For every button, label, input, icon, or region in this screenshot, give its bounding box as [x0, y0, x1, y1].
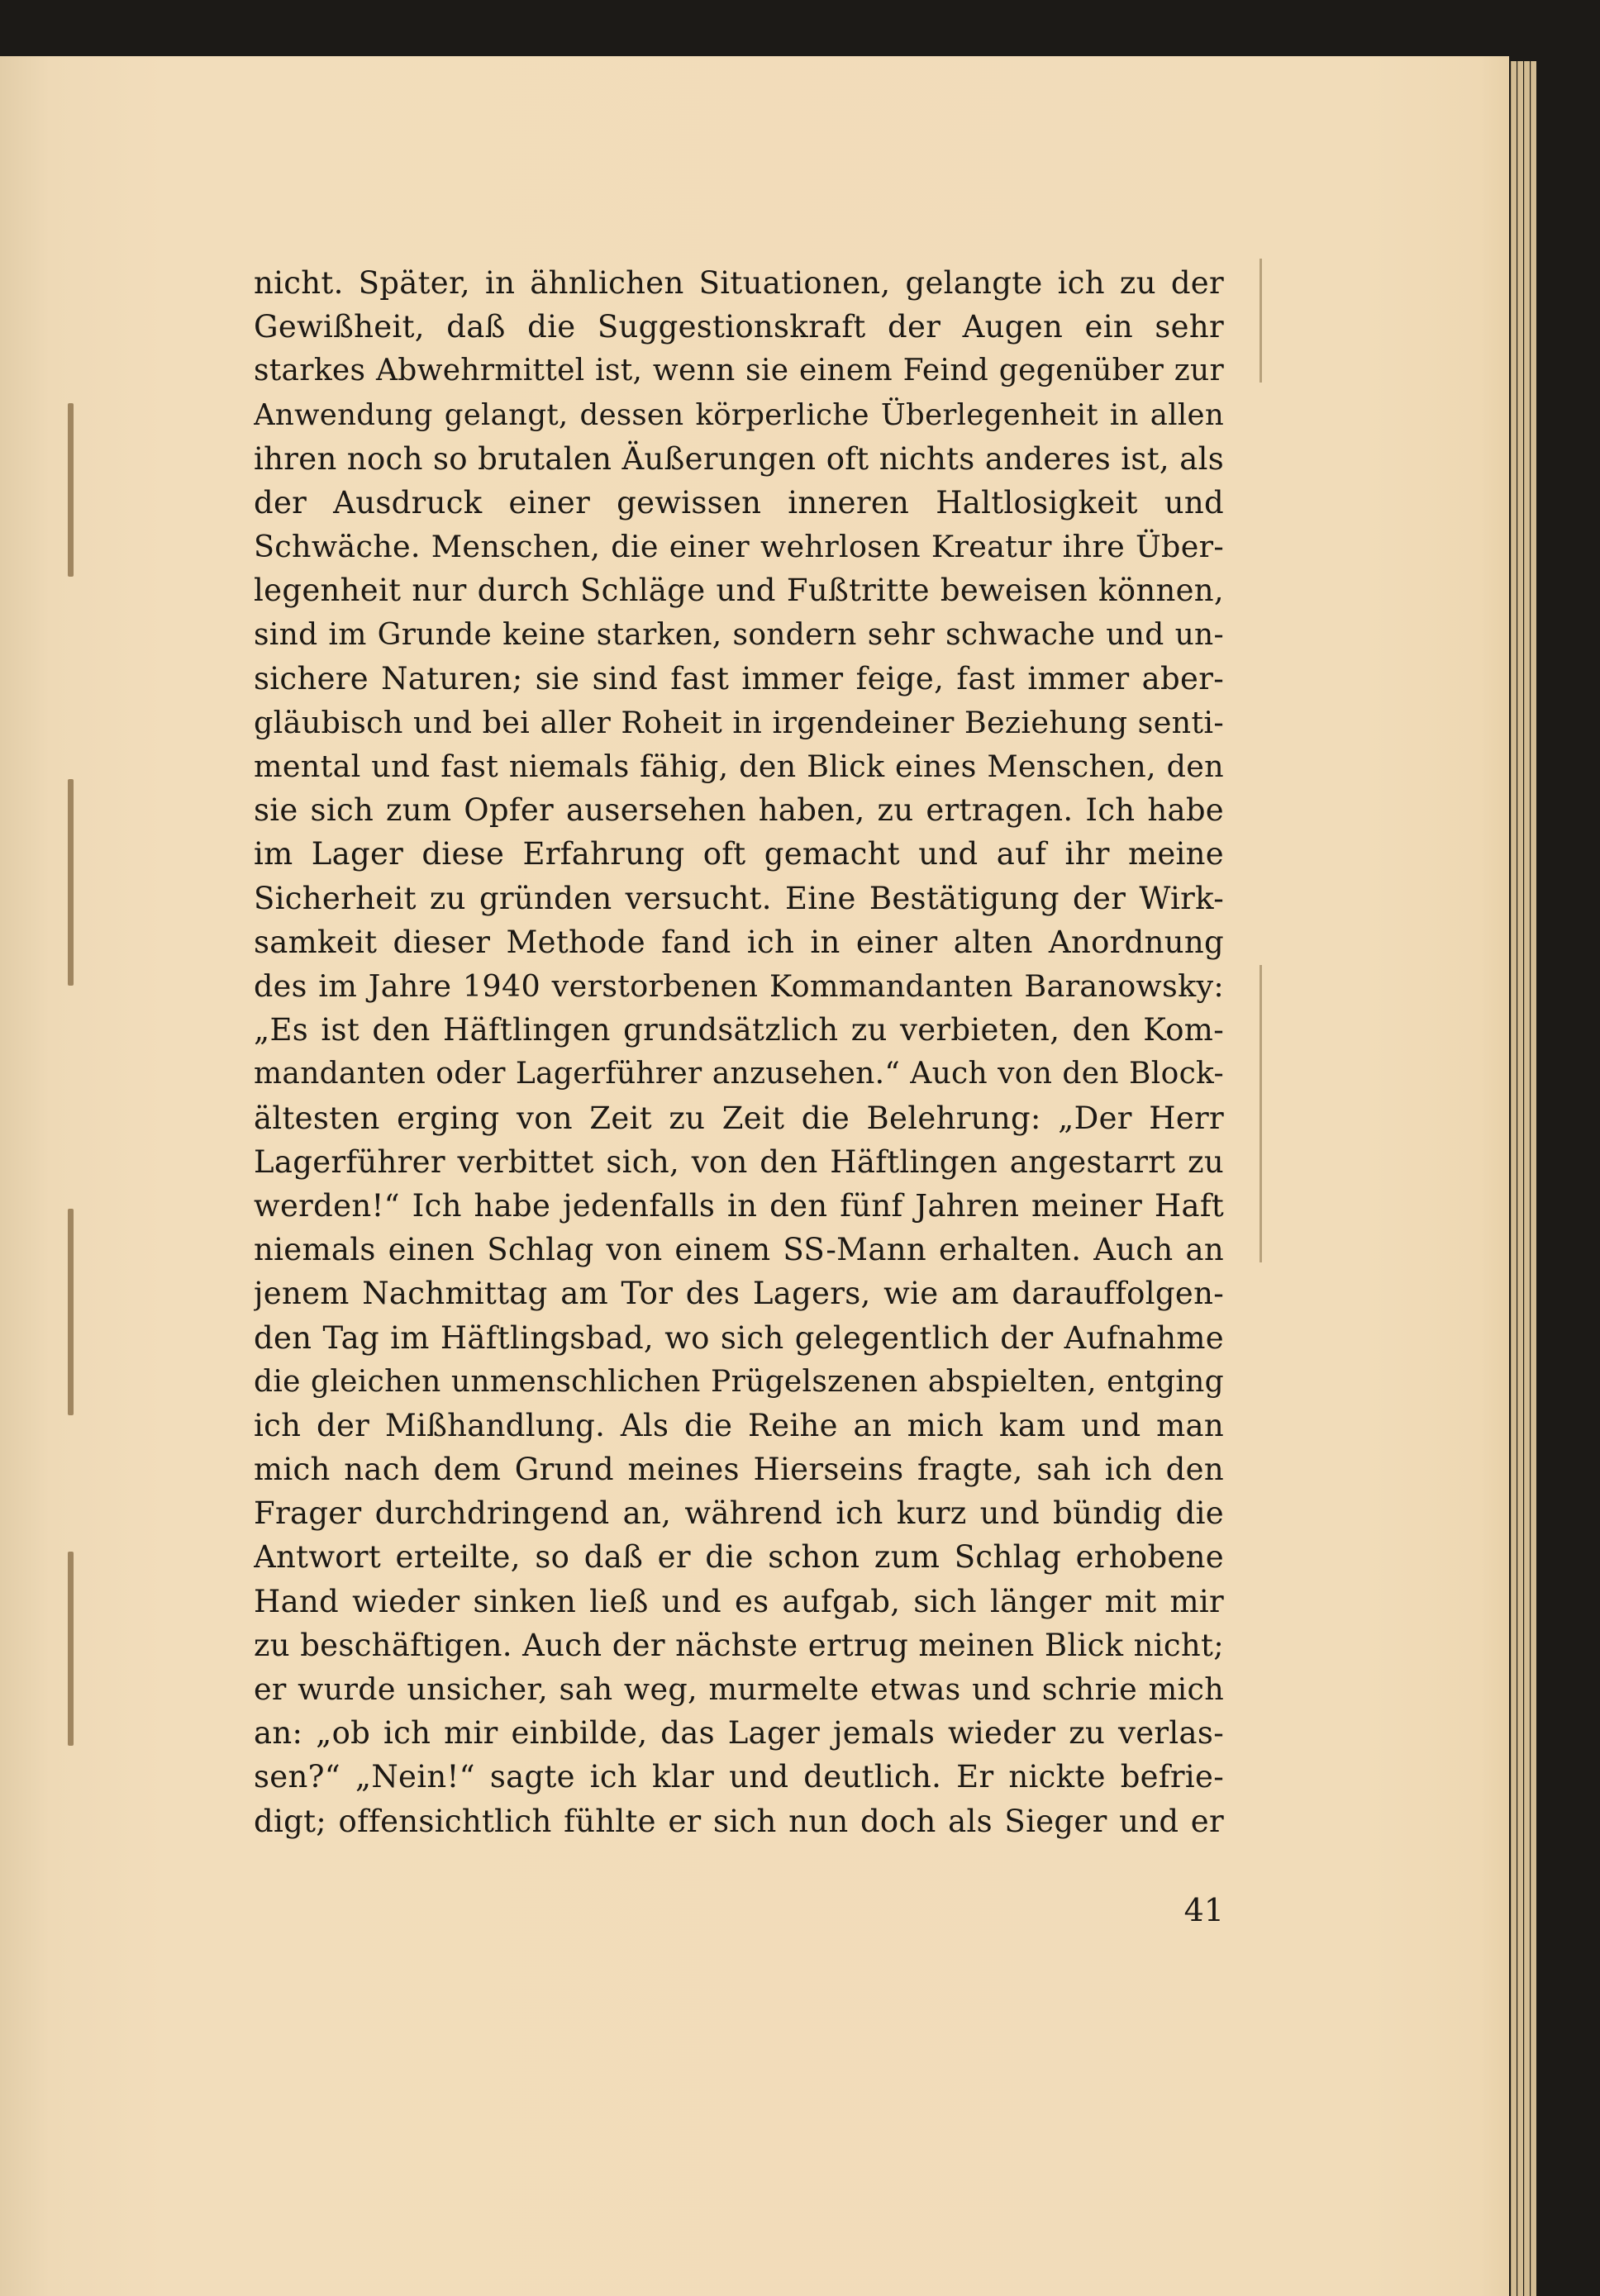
text-line: im Lager diese Erfahrung oft gemacht und auf ihr meine — [254, 836, 1224, 872]
text-line: jenem Nachmittag am Tor des Lagers, wie am darauffolgen- — [254, 1276, 1224, 1312]
text-line: ihren noch so brutalen Äußerungen oft nichts anderes ist, als — [254, 440, 1224, 477]
page-number: 41 — [1183, 1892, 1224, 1928]
binding-mark — [68, 403, 74, 577]
text-line: nicht. Später, in ähnlichen Situationen, gelangte ich zu der — [254, 265, 1224, 301]
text-line: sind im Grunde keine starken, sondern sehr schwache und un- — [254, 617, 1224, 652]
text-line: samkeit dieser Methode fand ich in einer alten Anordnung — [254, 924, 1224, 960]
text-line: Frager durchdringend an, während ich kurz und bündig die — [254, 1495, 1224, 1532]
binding-mark — [68, 1209, 74, 1415]
text-line: des im Jahre 1940 verstorbenen Kommandanten Baranowsky: — [254, 968, 1224, 1004]
page-edge — [1511, 61, 1517, 2296]
binding-mark — [68, 1552, 74, 1746]
text-line: werden!“ Ich habe jedenfalls in den fünf Jahren meiner Haft — [254, 1187, 1224, 1224]
text-line: legenheit nur durch Schläge und Fußtritte beweisen können, — [254, 573, 1224, 609]
text-line: der Ausdruck einer gewissen inneren Haltlosigkeit und — [254, 484, 1224, 521]
page-edge — [1517, 61, 1523, 2296]
text-line: gläubisch und bei aller Roheit in irgendeiner Beziehung senti- — [254, 704, 1224, 740]
text-line: mental und fast niemals fähig, den Blick eines Menschen, den — [254, 749, 1224, 785]
text-line: an: „ob ich mir einbilde, das Lager jemals wieder zu verlas- — [254, 1715, 1224, 1752]
text-line: Antwort erteilte, so daß er die schon zum Schlag erhobene — [254, 1539, 1224, 1576]
text-line: zu beschäftigen. Auch der nächste ertrug meinen Blick nicht; — [254, 1627, 1224, 1663]
text-line: sie sich zum Opfer ausersehen haben, zu ertragen. Ich habe — [254, 792, 1224, 829]
text-line: ältesten erging von Zeit zu Zeit die Belehrung: „Der Herr — [254, 1100, 1224, 1136]
text-line: digt; offensichtlich fühlte er sich nun doch als Sieger und er — [254, 1803, 1224, 1839]
margin-mark — [1260, 965, 1262, 1262]
body-text — [254, 261, 1224, 1843]
text-line: starkes Abwehrmittel ist, wenn sie einem Feind gegenüber zur — [254, 354, 1224, 388]
text-line: ich der Mißhandlung. Als die Reihe an mich kam und man — [254, 1407, 1224, 1443]
text-line: mich nach dem Grund meines Hierseins fragte, sah ich den — [254, 1452, 1224, 1488]
text-line: Anwendung gelangt, dessen körperliche Überlegenheit in allen — [254, 397, 1224, 432]
text-line: mandanten oder Lagerführer anzusehen.“ Auch von den Block- — [254, 1057, 1224, 1091]
text-line: Hand wieder sinken ließ und es aufgab, sich länger mit mir — [254, 1583, 1224, 1619]
margin-mark — [1260, 259, 1262, 383]
text-line: die gleichen unmenschlichen Prügelszenen abspielten, entging — [254, 1364, 1224, 1399]
page-edge — [1524, 61, 1530, 2296]
binding-mark — [68, 779, 74, 986]
text-line: Gewißheit, daß die Suggestionskraft der Augen ein sehr — [254, 309, 1224, 345]
text-line: er wurde unsicher, sah weg, murmelte etwas und schrie mich — [254, 1671, 1224, 1707]
text-line: Sicherheit zu gründen versucht. Eine Bestätigung der Wirk- — [254, 880, 1224, 916]
text-line: „Es ist den Häftlingen grundsätzlich zu verbieten, den Kom- — [254, 1012, 1224, 1048]
text-line: sen?“ „Nein!“ sagte ich klar und deutlich. Er nickte befrie- — [254, 1759, 1224, 1795]
text-line: den Tag im Häftlingsbad, wo sich gelegentlich der Aufnahme — [254, 1319, 1224, 1356]
page-edge — [1531, 61, 1536, 2296]
text-line: Lagerführer verbittet sich, von den Häftlingen angestarrt zu — [254, 1143, 1224, 1180]
text-line: sichere Naturen; sie sind fast immer feige, fast immer aber- — [254, 660, 1224, 696]
text-line: Schwäche. Menschen, die einer wehrlosen Kreatur ihre Über- — [254, 529, 1224, 565]
text-line: niemals einen Schlag von einem SS-Mann erhalten. Auch an — [254, 1232, 1224, 1268]
